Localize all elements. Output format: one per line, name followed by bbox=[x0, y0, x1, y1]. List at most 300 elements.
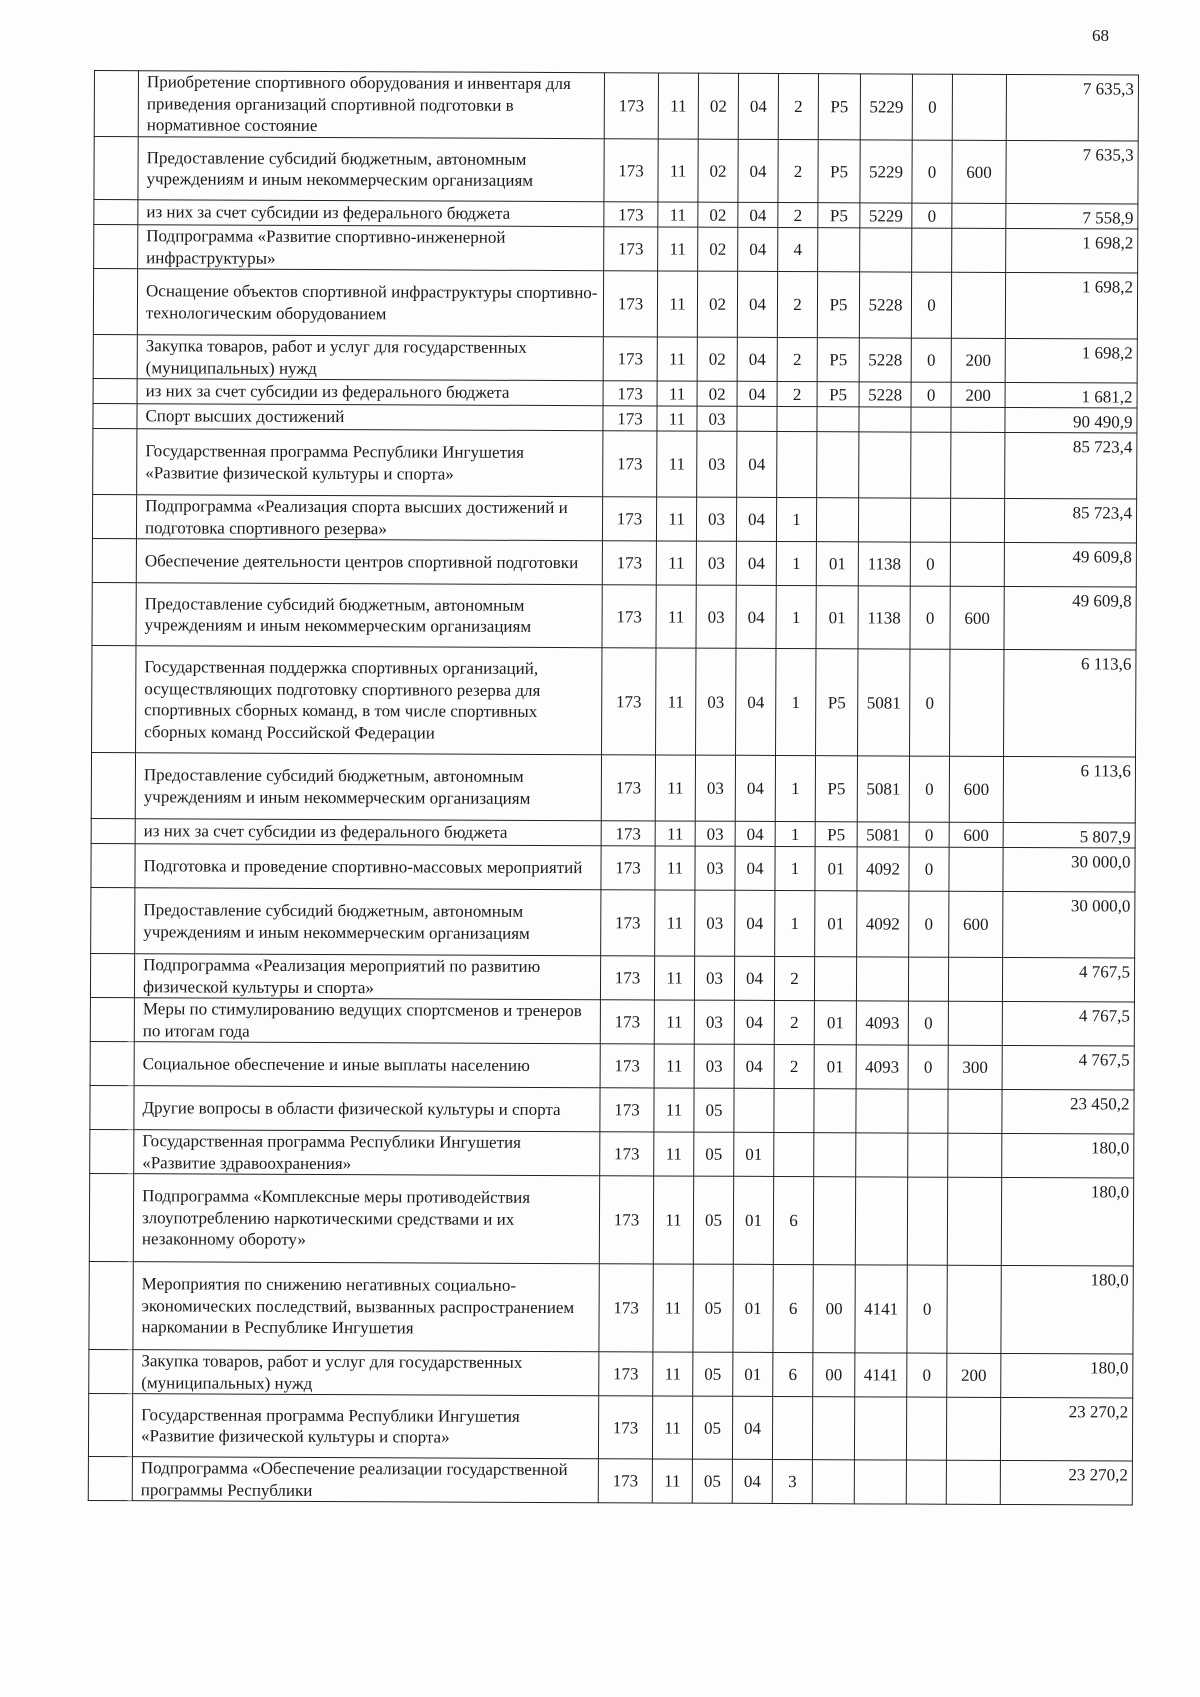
code-cell-c7 bbox=[856, 1089, 908, 1133]
amount-cell: 1 698,2 bbox=[1005, 338, 1137, 383]
code-cell-c6: 01 bbox=[815, 891, 857, 957]
code-cell-c9 bbox=[948, 957, 1002, 1001]
code-cell-c7 bbox=[856, 1133, 908, 1177]
blank-cell bbox=[93, 334, 137, 378]
code-cell-c5: 1 bbox=[775, 890, 815, 956]
amount-cell: 90 490,9 bbox=[1005, 407, 1137, 433]
table-row bbox=[92, 538, 1136, 587]
code-cell-c1: 173 bbox=[600, 1088, 654, 1132]
code-cell-c8: 0 bbox=[910, 586, 950, 649]
code-cell-c3: 05 bbox=[693, 1264, 733, 1352]
code-cell-c3: 03 bbox=[694, 1000, 734, 1044]
code-cell-c9: 600 bbox=[949, 822, 1003, 847]
code-cell-c5: 6 bbox=[773, 1352, 813, 1396]
code-cell-c1: 173 bbox=[604, 73, 658, 139]
code-cell-c8: 0 bbox=[910, 649, 950, 756]
row-name-cell: Государственная программа Республики Ингушетия «Развитие здравоохранения» bbox=[134, 1130, 600, 1176]
code-cell-c6 bbox=[812, 1397, 854, 1460]
blank-cell bbox=[93, 403, 137, 428]
code-cell-c8: 0 bbox=[912, 203, 952, 228]
code-cell-c4: 04 bbox=[737, 337, 777, 381]
code-cell-c3: 02 bbox=[697, 271, 737, 337]
code-cell-c4: 04 bbox=[736, 541, 776, 585]
code-cell-c7 bbox=[859, 407, 911, 432]
code-cell-c9 bbox=[952, 203, 1006, 228]
amount-cell: 1 698,2 bbox=[1006, 228, 1138, 273]
code-cell-c4: 04 bbox=[732, 1396, 772, 1459]
code-cell-c3: 02 bbox=[698, 73, 738, 139]
table-row bbox=[92, 645, 1136, 757]
blank-cell bbox=[92, 582, 136, 645]
code-cell-c6: 00 bbox=[813, 1353, 855, 1397]
code-cell-c3: 02 bbox=[698, 139, 738, 202]
table-row bbox=[93, 428, 1137, 499]
code-cell-c6: P5 bbox=[818, 74, 860, 140]
code-cell-c3: 05 bbox=[693, 1352, 733, 1396]
code-cell-c3: 05 bbox=[693, 1176, 733, 1264]
amount-cell: 7 558,9 bbox=[1006, 203, 1138, 229]
page-number: 68 bbox=[1092, 26, 1109, 45]
code-cell-c9 bbox=[946, 1397, 1000, 1460]
row-name-cell: Спорт высших достижений bbox=[137, 404, 603, 431]
code-cell-c3: 05 bbox=[694, 1132, 734, 1176]
table-row bbox=[94, 71, 1138, 142]
code-cell-c1: 173 bbox=[602, 648, 656, 755]
row-name-cell: Предоставление субсидий бюджетным, автономным учреждениям и иным некоммерческим организациям bbox=[135, 753, 601, 821]
code-cell-c1: 173 bbox=[601, 755, 655, 821]
code-cell-c6: 01 bbox=[816, 586, 858, 649]
code-cell-c8: 0 bbox=[912, 140, 952, 203]
code-cell-c9: 200 bbox=[951, 338, 1005, 382]
code-cell-c8: 0 bbox=[911, 272, 951, 338]
amount-cell: 30 000,0 bbox=[1003, 847, 1135, 892]
row-name-cell: Закупка товаров, работ и услуг для государственных (муниципальных) нужд bbox=[133, 1350, 599, 1396]
blank-cell bbox=[94, 200, 138, 225]
code-cell-c2: 11 bbox=[657, 431, 697, 497]
code-cell-c5: 1 bbox=[775, 755, 815, 821]
code-cell-c8 bbox=[912, 228, 952, 272]
code-cell-c9 bbox=[947, 1265, 1001, 1353]
code-cell-c2: 11 bbox=[656, 585, 696, 648]
code-cell-c2: 11 bbox=[656, 648, 696, 755]
row-name-cell: Подпрограмма «Реализация спорта высших достижений и подготовка спортивного резерва» bbox=[136, 495, 602, 541]
blank-cell bbox=[90, 1085, 134, 1129]
code-cell-c3: 03 bbox=[694, 1044, 734, 1088]
code-cell-c2: 11 bbox=[657, 337, 697, 381]
code-cell-c1: 173 bbox=[600, 1044, 654, 1088]
code-cell-c8: 0 bbox=[907, 1265, 947, 1353]
blank-cell bbox=[94, 71, 138, 137]
code-cell-c9 bbox=[948, 1133, 1002, 1177]
amount-cell: 6 113,6 bbox=[1004, 649, 1136, 757]
amount-cell: 1 698,2 bbox=[1005, 272, 1137, 339]
code-cell-c8: 0 bbox=[912, 74, 952, 140]
code-cell-c2: 11 bbox=[656, 497, 696, 541]
amount-cell: 4 767,5 bbox=[1002, 957, 1134, 1002]
blank-cell bbox=[92, 494, 136, 538]
code-cell-c8: 0 bbox=[910, 542, 950, 586]
amount-cell: 49 609,8 bbox=[1004, 542, 1136, 587]
row-name-cell: Предоставление субсидий бюджетным, автономным учреждениям и иным некоммерческим организациям bbox=[135, 888, 601, 956]
code-cell-c2: 11 bbox=[653, 1352, 693, 1396]
code-cell-c2: 11 bbox=[657, 406, 697, 431]
code-cell-c9: 200 bbox=[947, 1353, 1001, 1397]
table-row bbox=[88, 1456, 1132, 1505]
code-cell-c6: 01 bbox=[815, 847, 857, 891]
code-cell-c4: 04 bbox=[734, 956, 774, 1000]
code-cell-c4 bbox=[737, 406, 777, 431]
code-cell-c1: 173 bbox=[603, 381, 657, 406]
code-cell-c4: 04 bbox=[736, 648, 776, 755]
amount-cell: 1 681,2 bbox=[1005, 382, 1137, 408]
code-cell-c2: 11 bbox=[653, 1264, 693, 1352]
code-cell-c5: 6 bbox=[773, 1264, 813, 1352]
code-cell-c6: 01 bbox=[816, 542, 858, 586]
code-cell-c5 bbox=[777, 431, 817, 497]
code-cell-c8: 0 bbox=[909, 891, 949, 957]
code-cell-c9 bbox=[950, 542, 1004, 586]
code-cell-c5 bbox=[772, 1396, 812, 1459]
blank-cell bbox=[91, 887, 135, 953]
code-cell-c3: 02 bbox=[698, 202, 738, 227]
code-cell-c7 bbox=[855, 1177, 907, 1265]
blank-cell bbox=[94, 137, 138, 200]
code-cell-c8: 0 bbox=[907, 1353, 947, 1397]
amount-cell: 7 635,3 bbox=[1006, 140, 1138, 204]
table-row bbox=[94, 225, 1138, 274]
row-name-cell: Подпрограмма «Развитие спортивно-инженерной инфраструктуры» bbox=[138, 225, 604, 271]
code-cell-c1: 173 bbox=[601, 890, 655, 956]
code-cell-c8 bbox=[911, 407, 951, 432]
code-cell-c9: 200 bbox=[951, 382, 1005, 407]
code-cell-c9: 600 bbox=[950, 586, 1004, 649]
code-cell-c1: 173 bbox=[601, 821, 655, 846]
amount-cell: 23 270,2 bbox=[1000, 1397, 1132, 1461]
code-cell-c5: 2 bbox=[774, 956, 814, 1000]
code-cell-c4: 04 bbox=[737, 381, 777, 406]
amount-cell: 180,0 bbox=[1001, 1353, 1133, 1398]
code-cell-c5: 1 bbox=[776, 497, 816, 541]
code-cell-c1: 173 bbox=[603, 337, 657, 381]
code-cell-c4: 04 bbox=[736, 585, 776, 648]
amount-cell: 23 450,2 bbox=[1002, 1089, 1134, 1134]
code-cell-c7 bbox=[860, 228, 912, 272]
code-cell-c7: 5228 bbox=[859, 338, 911, 382]
row-name-cell: из них за счет субсидии из федерального бюджета bbox=[138, 200, 604, 227]
code-cell-c5: 1 bbox=[776, 585, 816, 648]
row-name-cell: Подготовка и проведение спортивно-массовых мероприятий bbox=[135, 844, 601, 890]
blank-cell bbox=[90, 997, 134, 1041]
blank-cell bbox=[88, 1393, 132, 1456]
code-cell-c1: 173 bbox=[602, 497, 656, 541]
budget-table bbox=[88, 70, 1139, 1506]
row-name-cell: Социальное обеспечение и иные выплаты населению bbox=[134, 1042, 600, 1088]
code-cell-c7 bbox=[856, 957, 908, 1001]
code-cell-c1: 173 bbox=[604, 139, 658, 202]
code-cell-c6: P5 bbox=[818, 203, 860, 228]
code-cell-c9 bbox=[951, 272, 1005, 338]
row-name-cell: Государственная поддержка спортивных организаций, осуществляющих подготовку спортивного резерва для спортивных сборных команд, в том числе спортивных сборных команд Российской Федерации bbox=[136, 646, 602, 755]
code-cell-c4: 04 bbox=[737, 271, 777, 337]
code-cell-c1: 173 bbox=[599, 1176, 653, 1264]
code-cell-c5: 1 bbox=[775, 821, 815, 846]
code-cell-c5: 1 bbox=[775, 846, 815, 890]
code-cell-c1: 173 bbox=[600, 1000, 654, 1044]
row-name-cell: Закупка товаров, работ и услуг для государственных (муниципальных) нужд bbox=[137, 335, 603, 381]
table-body bbox=[88, 71, 1138, 1506]
amount-cell: 30 000,0 bbox=[1003, 891, 1135, 958]
table-row bbox=[92, 582, 1136, 650]
blank-cell bbox=[90, 953, 134, 997]
code-cell-c3: 03 bbox=[694, 956, 734, 1000]
code-cell-c7 bbox=[858, 498, 910, 542]
code-cell-c8 bbox=[908, 957, 948, 1001]
code-cell-c7: 4093 bbox=[856, 1001, 908, 1045]
code-cell-c2: 11 bbox=[658, 202, 698, 227]
code-cell-c4: 04 bbox=[735, 755, 775, 821]
code-cell-c8: 0 bbox=[909, 847, 949, 891]
code-cell-c6: 01 bbox=[814, 1001, 856, 1045]
code-cell-c7: 4092 bbox=[857, 891, 909, 957]
table-row bbox=[90, 1129, 1134, 1178]
table-row bbox=[94, 137, 1138, 205]
code-cell-c5: 2 bbox=[778, 139, 818, 202]
code-cell-c5 bbox=[777, 406, 817, 431]
blank-cell bbox=[89, 1261, 133, 1349]
code-cell-c2: 11 bbox=[656, 541, 696, 585]
code-cell-c3: 03 bbox=[696, 585, 736, 648]
row-name-cell: Государственная программа Республики Ингушетия «Развитие физической культуры и спорта» bbox=[132, 1394, 598, 1459]
blank-cell bbox=[89, 1173, 133, 1261]
code-cell-c2: 11 bbox=[658, 73, 698, 139]
code-cell-c3: 03 bbox=[696, 541, 736, 585]
blank-cell bbox=[88, 1456, 132, 1500]
table-row bbox=[89, 1261, 1133, 1354]
table-row bbox=[90, 953, 1134, 1002]
code-cell-c4: 04 bbox=[735, 846, 775, 890]
code-cell-c1: 173 bbox=[602, 585, 656, 648]
code-cell-c9 bbox=[946, 1460, 1000, 1504]
code-cell-c4 bbox=[734, 1088, 774, 1132]
code-cell-c4: 04 bbox=[734, 1000, 774, 1044]
blank-cell bbox=[91, 818, 135, 843]
table-row bbox=[90, 997, 1134, 1046]
code-cell-c6: 01 bbox=[814, 1045, 856, 1089]
blank-cell bbox=[90, 1129, 134, 1173]
code-cell-c1: 173 bbox=[603, 406, 657, 431]
code-cell-c4: 04 bbox=[738, 139, 778, 202]
code-cell-c7: 5081 bbox=[857, 822, 909, 847]
amount-cell: 180,0 bbox=[1001, 1177, 1133, 1266]
code-cell-c8 bbox=[910, 498, 950, 542]
code-cell-c6 bbox=[818, 228, 860, 272]
code-cell-c9 bbox=[950, 649, 1004, 756]
amount-cell: 5 807,9 bbox=[1003, 822, 1135, 848]
table-row bbox=[90, 1085, 1134, 1134]
code-cell-c9: 600 bbox=[949, 756, 1003, 822]
code-cell-c6: P5 bbox=[816, 649, 858, 756]
amount-cell: 7 635,3 bbox=[1006, 74, 1138, 141]
code-cell-c7: 1138 bbox=[858, 542, 910, 586]
code-cell-c4: 04 bbox=[736, 497, 776, 541]
code-cell-c6: P5 bbox=[815, 822, 857, 847]
code-cell-c8: 0 bbox=[908, 1045, 948, 1089]
row-name-cell: Подпрограмма «Обеспечение реализации государственной программы Республики bbox=[132, 1457, 598, 1503]
code-cell-c6 bbox=[816, 498, 858, 542]
code-cell-c2: 11 bbox=[657, 381, 697, 406]
code-cell-c1: 173 bbox=[598, 1459, 652, 1503]
code-cell-c7: 5228 bbox=[859, 382, 911, 407]
code-cell-c1: 173 bbox=[602, 541, 656, 585]
table-row bbox=[89, 1173, 1133, 1266]
code-cell-c2: 11 bbox=[652, 1459, 692, 1503]
code-cell-c6 bbox=[813, 1177, 855, 1265]
code-cell-c4: 01 bbox=[733, 1176, 773, 1264]
code-cell-c1: 173 bbox=[603, 431, 657, 497]
code-cell-c3: 05 bbox=[692, 1396, 732, 1459]
code-cell-c7: 5081 bbox=[858, 649, 910, 756]
amount-cell: 180,0 bbox=[1002, 1133, 1134, 1178]
code-cell-c3: 03 bbox=[695, 755, 735, 821]
code-cell-c8 bbox=[906, 1397, 946, 1460]
code-cell-c9 bbox=[948, 1089, 1002, 1133]
code-cell-c3: 03 bbox=[696, 497, 736, 541]
blank-cell bbox=[93, 428, 137, 494]
code-cell-c1: 173 bbox=[599, 1264, 653, 1352]
code-cell-c7: 5229 bbox=[860, 140, 912, 203]
row-name-cell: Оснащение объектов спортивной инфраструктуры спортивно-технологическим оборудованием bbox=[137, 269, 603, 337]
table-row bbox=[91, 843, 1135, 892]
row-name-cell: Государственная программа Республики Ингушетия «Развитие физической культуры и спорта» bbox=[137, 429, 603, 497]
code-cell-c5: 2 bbox=[778, 73, 818, 139]
amount-cell: 6 113,6 bbox=[1003, 756, 1135, 823]
code-cell-c5 bbox=[774, 1132, 814, 1176]
code-cell-c2: 11 bbox=[655, 890, 695, 956]
code-cell-c4: 01 bbox=[734, 1132, 774, 1176]
code-cell-c5: 6 bbox=[773, 1176, 813, 1264]
code-cell-c7: 5229 bbox=[860, 74, 912, 140]
code-cell-c2: 11 bbox=[653, 1176, 693, 1264]
row-name-cell: из них за счет субсидии из федерального бюджета bbox=[137, 379, 603, 406]
code-cell-c6 bbox=[812, 1460, 854, 1504]
amount-cell: 4 767,5 bbox=[1002, 1001, 1134, 1046]
table-row bbox=[93, 334, 1137, 383]
code-cell-c8 bbox=[907, 1177, 947, 1265]
code-cell-c6 bbox=[814, 957, 856, 1001]
code-cell-c7 bbox=[854, 1397, 906, 1460]
row-name-cell: из них за счет субсидии из федерального бюджета bbox=[135, 819, 601, 846]
code-cell-c9: 600 bbox=[949, 891, 1003, 957]
code-cell-c7 bbox=[859, 432, 911, 498]
code-cell-c8 bbox=[911, 432, 951, 498]
row-name-cell: Мероприятия по снижению негативных социально-экономических последствий, вызванных распространением наркомании в Республике Ингушетия bbox=[133, 1262, 599, 1352]
code-cell-c2: 11 bbox=[654, 1132, 694, 1176]
code-cell-c8: 0 bbox=[911, 338, 951, 382]
code-cell-c3: 03 bbox=[697, 406, 737, 431]
blank-cell bbox=[93, 378, 137, 403]
code-cell-c3: 02 bbox=[697, 337, 737, 381]
code-cell-c2: 11 bbox=[655, 821, 695, 846]
amount-cell: 85 723,4 bbox=[1004, 498, 1136, 543]
row-name-cell: Меры по стимулированию ведущих спортсменов и тренеров по итогам года bbox=[134, 998, 600, 1044]
code-cell-c3: 05 bbox=[694, 1088, 734, 1132]
row-name-cell: Обеспечение деятельности центров спортивной подготовки bbox=[136, 539, 602, 585]
code-cell-c5: 2 bbox=[777, 337, 817, 381]
code-cell-c4: 04 bbox=[737, 431, 777, 497]
code-cell-c8 bbox=[908, 1089, 948, 1133]
code-cell-c3: 03 bbox=[695, 846, 735, 890]
code-cell-c6: P5 bbox=[817, 338, 859, 382]
code-cell-c6: P5 bbox=[818, 140, 860, 203]
code-cell-c9 bbox=[950, 498, 1004, 542]
code-cell-c4: 04 bbox=[734, 1044, 774, 1088]
code-cell-c5: 1 bbox=[776, 648, 816, 755]
amount-cell: 180,0 bbox=[1001, 1265, 1133, 1354]
table-row bbox=[88, 1393, 1132, 1461]
code-cell-c4: 04 bbox=[735, 821, 775, 846]
row-name-cell: Приобретение спортивного оборудования и инвентаря для приведения организаций спортивной подготовки в нормативное состояние bbox=[138, 71, 604, 139]
code-cell-c3: 05 bbox=[692, 1459, 732, 1503]
code-cell-c7: 5228 bbox=[859, 272, 911, 338]
code-cell-c1: 173 bbox=[600, 956, 654, 1000]
row-name-cell: Предоставление субсидий бюджетным, автономным учреждениям и иным некоммерческим организациям bbox=[136, 583, 602, 648]
code-cell-c9 bbox=[949, 847, 1003, 891]
code-cell-c6: P5 bbox=[817, 272, 859, 338]
code-cell-c7: 5081 bbox=[857, 756, 909, 822]
code-cell-c4: 04 bbox=[735, 890, 775, 956]
code-cell-c1: 173 bbox=[604, 202, 658, 227]
code-cell-c9 bbox=[951, 432, 1005, 498]
amount-cell: 4 767,5 bbox=[1002, 1045, 1134, 1090]
code-cell-c8 bbox=[906, 1460, 946, 1504]
code-cell-c5: 2 bbox=[774, 1044, 814, 1088]
code-cell-c9 bbox=[947, 1177, 1001, 1265]
code-cell-c8 bbox=[908, 1133, 948, 1177]
code-cell-c7: 4141 bbox=[855, 1265, 907, 1353]
code-cell-c4: 01 bbox=[733, 1264, 773, 1352]
code-cell-c9: 600 bbox=[952, 140, 1006, 203]
code-cell-c9 bbox=[952, 74, 1006, 140]
row-name-cell: Другие вопросы в области физической культуры и спорта bbox=[134, 1086, 600, 1132]
code-cell-c1: 173 bbox=[598, 1396, 652, 1459]
code-cell-c4: 04 bbox=[738, 202, 778, 227]
code-cell-c4: 04 bbox=[738, 73, 778, 139]
table-row bbox=[90, 1041, 1134, 1090]
code-cell-c5: 2 bbox=[777, 381, 817, 406]
code-cell-c2: 11 bbox=[658, 227, 698, 271]
row-name-cell: Подпрограмма «Реализация мероприятий по развитию физической культуры и спорта» bbox=[134, 954, 600, 1000]
code-cell-c7: 4092 bbox=[857, 847, 909, 891]
table-row bbox=[91, 752, 1135, 823]
amount-cell: 85 723,4 bbox=[1005, 432, 1137, 499]
code-cell-c6 bbox=[817, 407, 859, 432]
code-cell-c9 bbox=[952, 228, 1006, 272]
code-cell-c1: 173 bbox=[599, 1352, 653, 1396]
blank-cell bbox=[94, 225, 138, 269]
table-row bbox=[91, 887, 1135, 958]
code-cell-c9: 300 bbox=[948, 1045, 1002, 1089]
code-cell-c2: 11 bbox=[658, 139, 698, 202]
code-cell-c2: 11 bbox=[654, 1088, 694, 1132]
blank-cell bbox=[90, 1041, 134, 1085]
code-cell-c6 bbox=[814, 1089, 856, 1133]
code-cell-c5: 4 bbox=[778, 227, 818, 271]
row-name-cell: Предоставление субсидий бюджетным, автономным учреждениям и иным некоммерческим организациям bbox=[138, 137, 604, 202]
code-cell-c4: 04 bbox=[738, 227, 778, 271]
table-row bbox=[89, 1349, 1133, 1398]
table-row bbox=[93, 269, 1137, 340]
code-cell-c6: 00 bbox=[813, 1265, 855, 1353]
